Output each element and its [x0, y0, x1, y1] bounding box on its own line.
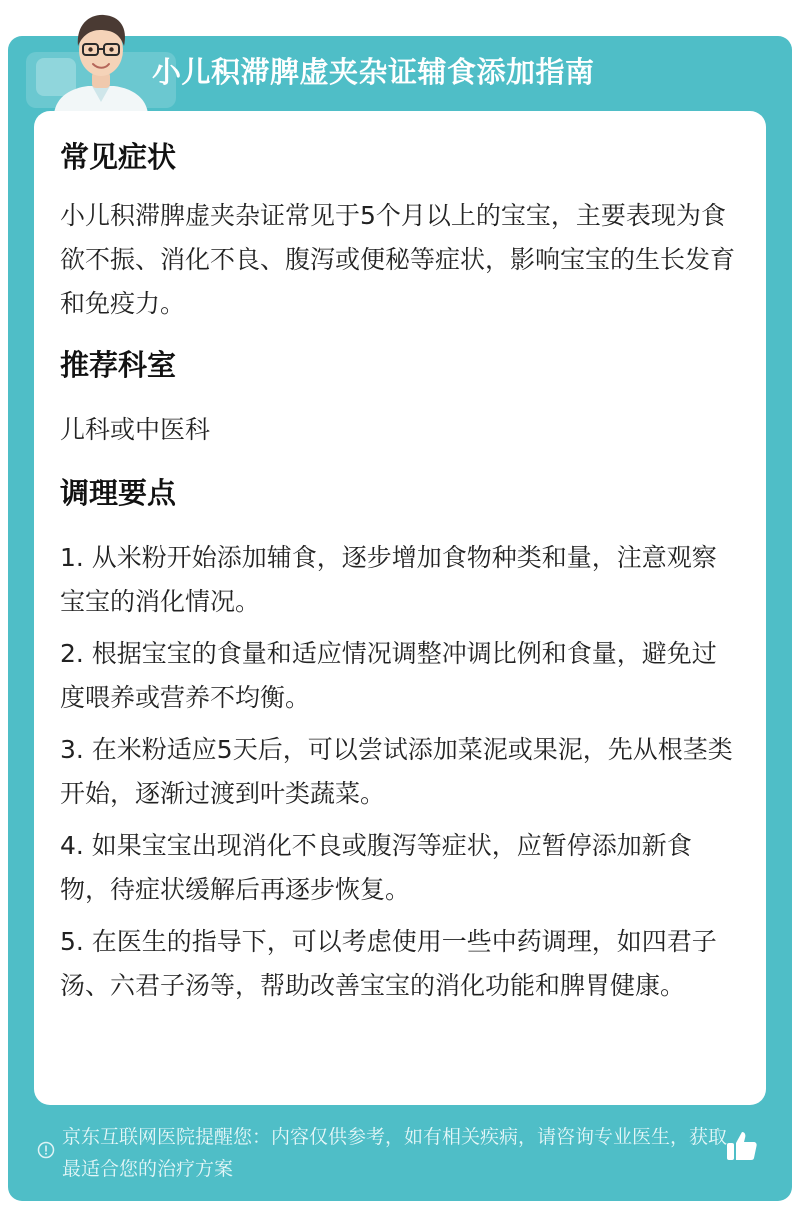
symptoms-section — [60, 132, 740, 326]
care-tips-list — [60, 536, 740, 1008]
disclaimer-text: 京东互联网医院提醒您：内容仅供参考，如有相关疾病，请咨询专业医生，获取最适合您的治疗方案 — [62, 1126, 728, 1180]
department-text: 儿科或中医科 — [60, 415, 211, 444]
care-tip-item: 5. 在医生的指导下，可以考虑使用一些中药调理，如四君子汤、六君子汤等，帮助改善宝宝的消化功能和脾胃健康。 — [60, 927, 717, 1000]
department-section — [60, 340, 740, 452]
info-icon — [37, 1141, 55, 1159]
care-tip-item: 2. 根据宝宝的食量和适应情况调整冲调比例和食量，避免过度喂养或营养不均衡。 — [60, 639, 717, 712]
care-tip-item: 4. 如果宝宝出现消化不良或腹泻等症状，应暂停添加新食物，待症状缓解后再逐步恢复。 — [60, 831, 692, 904]
care-tip-item: 1. 从米粉开始添加辅食，逐步增加食物种类和量，注意观察宝宝的消化情况。 — [60, 543, 717, 616]
page-title: 小儿积滞脾虚夹杂证辅食添加指南 — [152, 55, 595, 89]
care-heading: 调理要点 — [60, 476, 177, 510]
thumbs-up-icon[interactable] — [724, 1128, 760, 1164]
department-heading: 推荐科室 — [60, 348, 177, 382]
symptoms-heading: 常见症状 — [60, 140, 177, 174]
care-tip-item: 3. 在米粉适应5天后，可以尝试添加菜泥或果泥，先从根茎类开始，逐渐过渡到叶类蔬菜。 — [60, 735, 733, 808]
doctor-avatar-icon — [48, 6, 154, 114]
symptoms-text: 小儿积滞脾虚夹杂证常见于5个月以上的宝宝，主要表现为食欲不振、消化不良、腹泻或便秘等症状，影响宝宝的生长发育和免疫力。 — [60, 201, 736, 318]
care-section — [60, 468, 740, 1008]
content-area — [60, 132, 740, 1016]
